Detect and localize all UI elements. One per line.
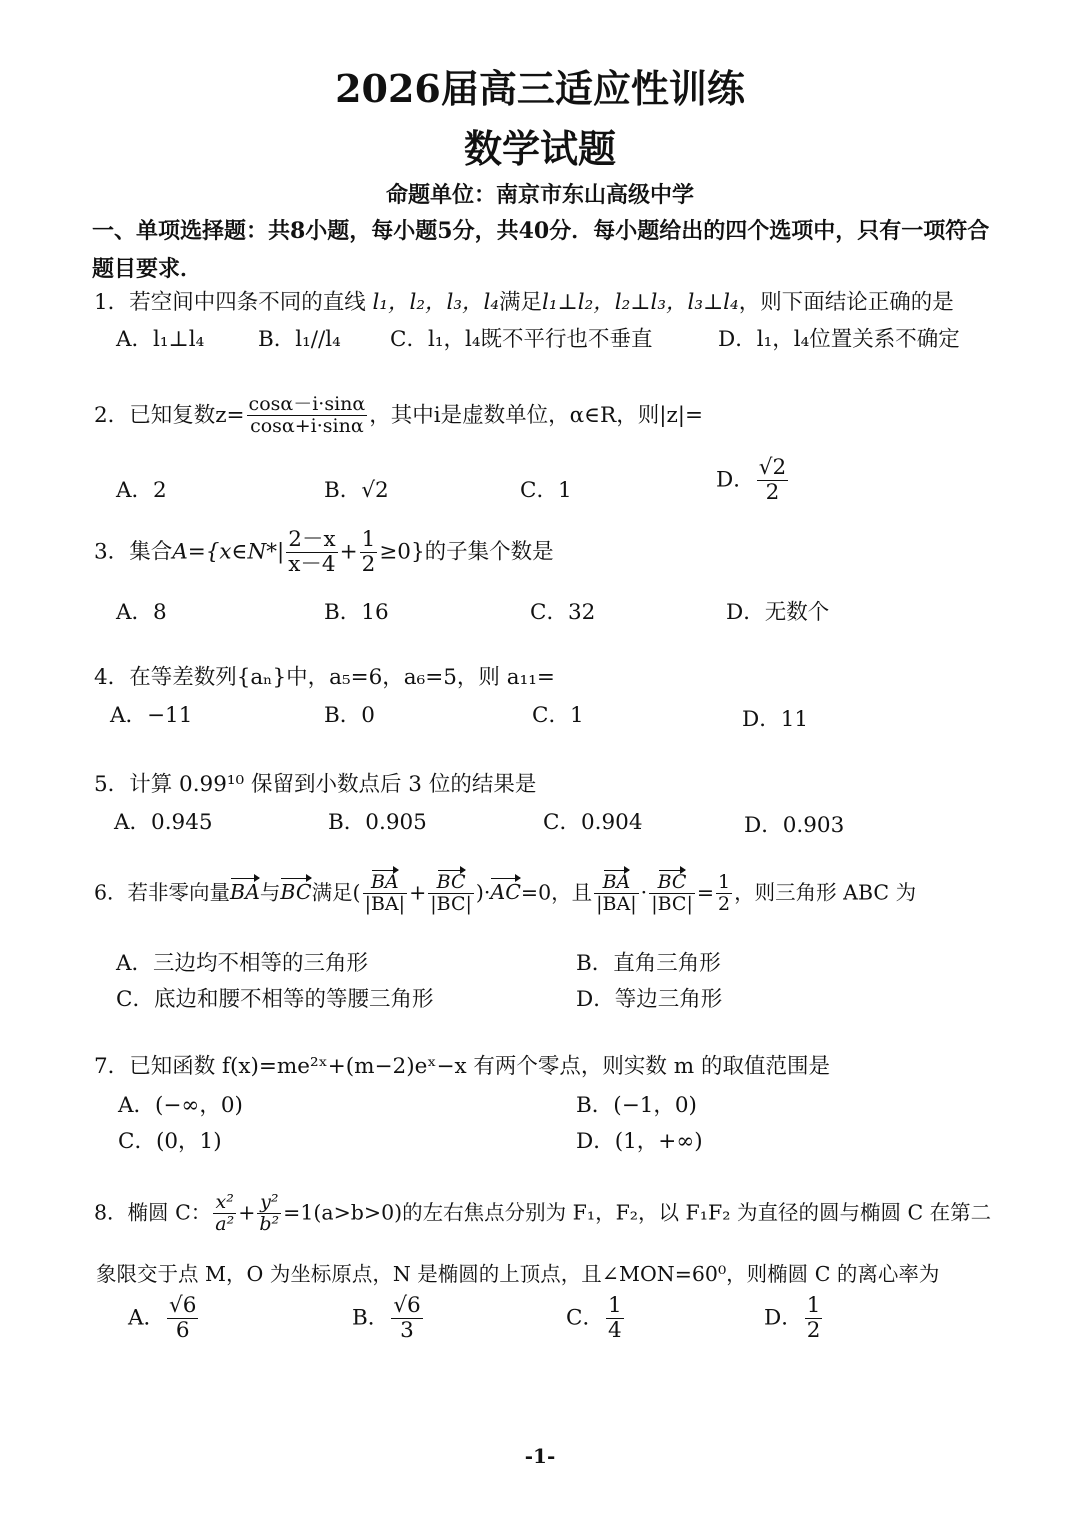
plus-sign: + xyxy=(238,1200,256,1225)
option-label: B． xyxy=(324,478,362,503)
fraction xyxy=(428,872,474,916)
stem-text: 若空间中四条不同的直线 xyxy=(129,290,366,315)
fraction-denominator: 4 xyxy=(607,1317,622,1343)
fraction xyxy=(606,1294,624,1343)
q3-option-a: A．8 xyxy=(116,600,167,625)
q3-option-d: D．无数个 xyxy=(726,600,830,625)
fraction xyxy=(716,872,732,916)
question-number: 5． xyxy=(94,772,130,797)
fraction xyxy=(286,528,337,577)
fraction xyxy=(213,1192,236,1236)
fraction xyxy=(594,872,639,916)
fraction-denominator: 3 xyxy=(400,1317,414,1343)
q5-option-b: B．0.905 xyxy=(328,810,427,835)
q4-option-c: C．1 xyxy=(532,703,584,728)
fraction-numerator: 1 xyxy=(806,1293,821,1318)
q1-option-d: D．l₁，l₄位置关系不确定 xyxy=(718,327,960,352)
stem-text: =1(a>b>0)的左右焦点分别为 F₁，F₂，以 F₁F₂ 为直径的圆与椭圆 C 在第二 xyxy=(283,1200,992,1225)
question-number: 4． xyxy=(94,665,130,690)
q2-option-c: C．1 xyxy=(520,478,572,503)
math-lines: l₁，l₂，l₃，l₄ xyxy=(372,290,500,315)
q4-option-b: B．0 xyxy=(324,703,375,728)
fraction-numerator: 1 xyxy=(607,1293,622,1318)
q8-option-b xyxy=(352,1294,425,1343)
fraction-numerator: √2 xyxy=(758,455,787,480)
question-5-stem xyxy=(94,767,536,798)
equals-sign: = xyxy=(696,880,715,905)
question-4-stem xyxy=(94,660,555,691)
question-3-stem xyxy=(94,528,554,577)
question-1-stem xyxy=(94,285,954,316)
author-unit: 命题单位：南京市东山高级中学 xyxy=(385,182,694,208)
q5-option-d: D．0.903 xyxy=(744,813,845,838)
stem-text: 与 xyxy=(259,880,281,905)
magnitude-ba: |BA| xyxy=(364,892,406,915)
question-number: 3． xyxy=(94,539,130,565)
q5-option-c: C．0.904 xyxy=(543,810,643,835)
magnitude-ba: |BA| xyxy=(596,892,637,915)
exam-subject: 数学试题 xyxy=(463,126,616,171)
stem-text: 满足( xyxy=(311,880,361,905)
question-number: 2． xyxy=(94,402,130,428)
option-label: A． xyxy=(128,1305,166,1331)
q7-option-a: A．(−∞，0) xyxy=(118,1093,243,1118)
magnitude-bc: |BC| xyxy=(430,892,472,915)
question-7-stem xyxy=(94,1049,830,1080)
fraction-denominator: 6 xyxy=(175,1317,190,1343)
q7-option-b: B．(−1，0) xyxy=(576,1093,697,1118)
page-number: -1- xyxy=(524,1444,556,1468)
fraction xyxy=(649,872,695,916)
fraction-numerator: x² xyxy=(213,1192,236,1214)
fraction xyxy=(391,1294,422,1343)
fraction xyxy=(757,456,788,505)
math-set: A={x∈N*| xyxy=(172,539,285,565)
stem-text: 在等差数列{aₙ}中，a₅=6，a₆=5，则 a₁₁= xyxy=(129,665,555,690)
q3-option-b: B．16 xyxy=(324,600,389,625)
q3-option-c: C．32 xyxy=(530,600,596,625)
q1-option-c: C．l₁，l₄既不平行也不垂直 xyxy=(390,327,653,352)
fraction-denominator: cosα+i·sinα xyxy=(250,414,364,437)
fraction-numerator: 2－x xyxy=(288,527,336,552)
fraction-denominator: 2 xyxy=(361,551,376,577)
q1-option-a: A．l₁⊥l₄ xyxy=(116,327,205,352)
stem-text: =0，且 xyxy=(520,880,593,905)
fraction-denominator: a² xyxy=(215,1212,235,1235)
vector-ba: BA xyxy=(602,871,631,893)
q6-option-c: C．底边和腰不相等的等腰三角形 xyxy=(116,987,434,1012)
vector-ba: BA xyxy=(230,880,260,905)
stem-text: )· xyxy=(475,880,491,905)
fraction-denominator: 2 xyxy=(806,1317,821,1343)
option-label: D． xyxy=(716,467,755,493)
question-2-stem xyxy=(94,394,703,438)
q6-option-a: A．三边均不相等的三角形 xyxy=(116,951,369,976)
fraction-numerator: √6 xyxy=(393,1293,421,1318)
stem-text: ≥0}的子集个数是 xyxy=(379,539,554,565)
fraction-numerator: y² xyxy=(257,1192,281,1214)
option-label: C． xyxy=(566,1305,604,1331)
vector-ba: BA xyxy=(370,871,399,893)
option-label: B． xyxy=(352,1305,390,1331)
q2-option-d xyxy=(716,456,790,505)
vector-bc: BC xyxy=(436,871,466,893)
question-8-stem-line2: 象限交于点 M，O 为坐标原点，N 是椭圆的上顶点，且∠MON=60⁰，则椭圆 C 的离心率为 xyxy=(96,1262,940,1286)
fraction-numerator: 1 xyxy=(361,527,376,552)
dot-operator: · xyxy=(640,880,648,905)
vector-ac: AC xyxy=(490,880,521,905)
question-number: 8． xyxy=(94,1200,128,1225)
section-heading: 一、单项选择题：共8小题，每小题5分，共40分．每小题给出的四个选项中，只有一项符合题目要求． xyxy=(92,218,990,282)
plus-sign: + xyxy=(409,880,427,905)
fraction-denominator: 2 xyxy=(718,892,731,915)
stem-text: ，则三角形 ABC 为 xyxy=(734,880,917,905)
fraction-numerator: cosα－i·sinα xyxy=(248,393,366,415)
stem-text: 已知函数 f(x)=me²ˣ+(m−2)eˣ−x 有两个零点，则实数 m 的取值范围是 xyxy=(129,1054,830,1079)
option-label: D． xyxy=(764,1305,803,1331)
q6-option-b: B．直角三角形 xyxy=(576,951,721,976)
fraction xyxy=(247,394,368,438)
q7-option-d: D．(1，+∞) xyxy=(576,1129,703,1154)
stem-text: 已知复数 xyxy=(129,402,216,428)
fraction xyxy=(167,1294,198,1343)
q2-option-b xyxy=(324,473,389,504)
question-number: 6． xyxy=(94,880,128,905)
option-value: √2 xyxy=(361,478,389,503)
stem-text: ，则下面结论正确的是 xyxy=(738,290,954,315)
vector-bc: BC xyxy=(280,880,312,905)
stem-text: ，其中i是虚数单位，α∈R，则|z|= xyxy=(369,402,704,428)
q8-option-a xyxy=(128,1294,200,1343)
magnitude-bc: |BC| xyxy=(651,892,693,915)
fraction-numerator: 1 xyxy=(718,871,731,893)
stem-text: 计算 0.99¹⁰ 保留到小数点后 3 位的结果是 xyxy=(129,772,537,797)
fraction xyxy=(360,528,378,577)
stem-text: 满足 xyxy=(499,290,543,315)
question-8-stem-line1 xyxy=(94,1192,991,1236)
stem-text: 集合 xyxy=(129,539,173,565)
fraction-numerator: √6 xyxy=(169,1293,197,1318)
q5-option-a: A．0.945 xyxy=(114,810,213,835)
fraction xyxy=(257,1192,281,1236)
q2-option-a: A．2 xyxy=(116,478,167,503)
question-number: 7． xyxy=(94,1054,130,1079)
q1-option-b: B．l₁//l₄ xyxy=(258,327,341,352)
fraction xyxy=(363,872,408,916)
question-number: 1． xyxy=(94,290,130,315)
plus-sign: + xyxy=(339,539,358,565)
vector-bc: BC xyxy=(657,871,687,893)
q7-option-c: C．(0，1) xyxy=(118,1129,222,1154)
math-condition: l₁⊥l₂，l₂⊥l₃，l₃⊥l₄ xyxy=(542,290,739,315)
fraction-denominator: x－4 xyxy=(288,551,336,577)
math-z: z= xyxy=(215,402,245,428)
q6-option-d: D．等边三角形 xyxy=(576,987,723,1012)
stem-text: 若非零向量 xyxy=(127,880,231,905)
q4-option-a: A．−11 xyxy=(110,703,193,728)
q8-option-d xyxy=(764,1294,824,1343)
q4-option-d: D．11 xyxy=(742,707,809,732)
question-6-stem xyxy=(94,872,916,916)
fraction-denominator: b² xyxy=(259,1212,280,1235)
exam-title: 2026届高三适应性训练 xyxy=(335,66,745,111)
q8-option-c xyxy=(566,1294,626,1343)
fraction-denominator: 2 xyxy=(765,479,780,505)
stem-text: 椭圆 C： xyxy=(127,1200,212,1225)
fraction xyxy=(805,1294,823,1343)
